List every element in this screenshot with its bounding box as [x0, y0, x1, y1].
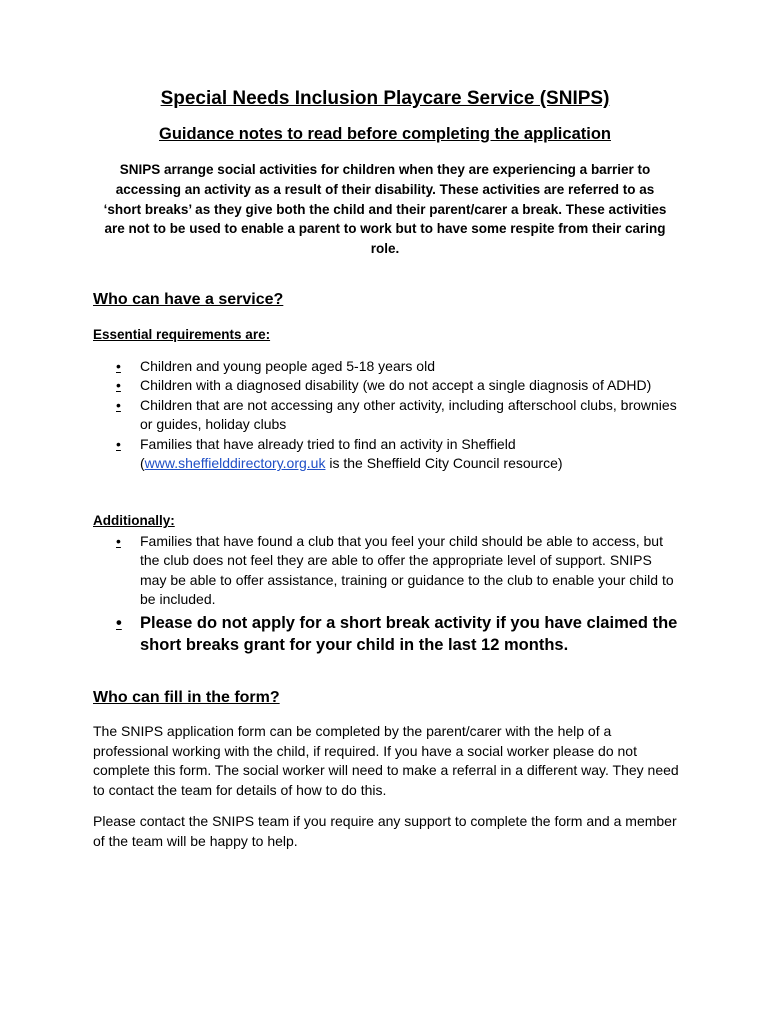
- bullet-icon: •: [116, 613, 122, 632]
- list-item: [0, 357, 680, 376]
- list-item-text: Please do not apply for a short break activity if you have claimed the short breaks grant for your child in the last 12 months.: [140, 613, 678, 655]
- list-item: [0, 435, 680, 474]
- list-item-text: Children with a diagnosed disability (we do not accept a single diagnosis of ADHD): [140, 377, 652, 394]
- list-item-text: Children that are not accessing any other activity, including afterschool clubs, brownies or guides, holiday clubs: [140, 396, 677, 433]
- section-heading-who-can-have-service: Who can have a service?: [93, 291, 284, 308]
- list-item-text: Children and young people aged 5-18 years old: [140, 358, 435, 374]
- form-completion-paragraph: The SNIPS application form can be completed by the parent/carer with the help of a professional working with the child, if required. If you have a social worker please do not complete this form. The social worker will need to make a referral in a different way. They need to contact the team for details of how to do this.: [93, 723, 679, 798]
- section-heading-who-can-fill-form: Who can fill in the form?: [93, 689, 280, 706]
- list-item-text-prefix: Families that have already tried to find an activity in Sheffield (: [140, 435, 516, 472]
- list-item: [0, 376, 680, 395]
- additional-list: [0, 532, 680, 657]
- sheffield-directory-link[interactable]: www.sheffielddirectory.org.uk: [144, 455, 326, 472]
- list-item: [0, 396, 680, 435]
- contact-paragraph: Please contact the SNIPS team if you require any support to complete the form and a member of the team will be happy to help.: [93, 813, 677, 849]
- intro-paragraph: SNIPS arrange social activities for children when they are experiencing a barrier to accessing an activity as a result of their disability. These activities are referred to as ‘short breaks’ as they give both the child and their parent/carer a break. These activities are not to be used to enable a parent to work but to have some respite from their caring role.: [103, 162, 667, 257]
- page-title: Special Needs Inclusion Playcare Service (SNIPS): [160, 88, 610, 109]
- list-item: [0, 612, 680, 657]
- bullet-icon: •: [116, 377, 121, 394]
- bullet-icon: •: [116, 435, 121, 452]
- bullet-icon: •: [116, 533, 121, 549]
- page-subtitle: Guidance notes to read before completing the application: [159, 125, 611, 143]
- essential-requirements-heading: Essential requirements are:: [93, 327, 271, 342]
- list-item: [0, 532, 680, 610]
- list-item-text: Families that have found a club that you feel your child should be able to access, but the club does not feel they are able to offer the appropriate level of support. SNIPS may be able to offer assistance, training or guidance to the club to enable your child to be included.: [140, 533, 674, 608]
- additionally-heading: Additionally:: [93, 513, 175, 528]
- bullet-icon: •: [116, 396, 121, 413]
- essential-requirements-list: [0, 357, 680, 473]
- list-item-text-suffix: is the Sheffield City Council resource): [325, 455, 563, 472]
- bullet-icon: •: [116, 358, 121, 374]
